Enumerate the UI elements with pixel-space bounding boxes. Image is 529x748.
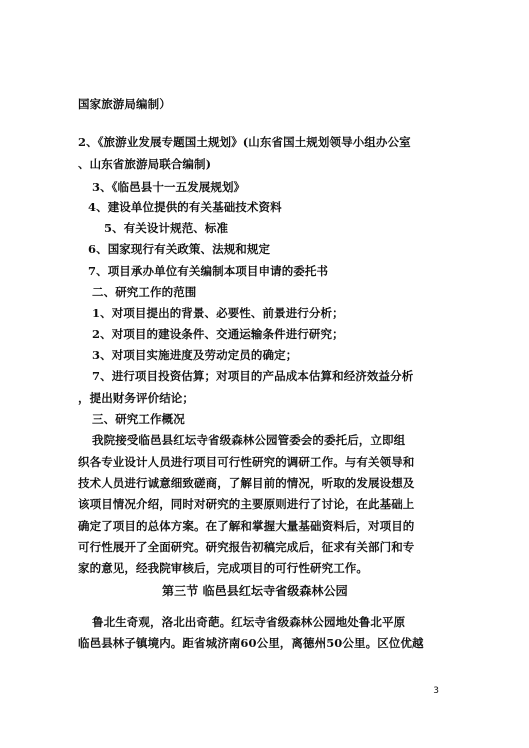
text-line: 1、对项目提出的背景、必要性、前景进行分析； — [92, 306, 344, 320]
paragraph-line: 确定了项目的总体方案。在了解和掌握大量基础资料后，对项目的 — [78, 519, 415, 533]
page-number: 3 — [433, 686, 439, 696]
text-line: 2、《旅游业发展专题国土规划》(山东省国土规划领导小组办公室 — [78, 135, 411, 149]
text-line: 7、项目承办单位有关编制本项目申请的委托书 — [88, 264, 329, 278]
text-line: 4、建设单位提供的有关基础技术资料 — [88, 200, 282, 214]
section-title: 第三节 临邑县红坛寺省级森林公园 — [162, 584, 348, 598]
text-line: 、山东省旅游局联合编制) — [78, 157, 212, 171]
paragraph-line: 可行性展开了全面研究。研究报告初稿完成后，征求有关部门和专 — [78, 540, 415, 554]
text-line: 国家旅游局编制） — [78, 97, 171, 111]
section-heading: 二、研究工作的范围 — [92, 285, 197, 299]
text-line: 7、进行项目投资估算；对项目的产品成本估算和经济效益分析 — [92, 369, 414, 383]
text-line: 6、国家现行有关政策、法规和规定 — [88, 242, 271, 256]
text-line: 3、对项目实施进度及劳动定员的确定； — [92, 348, 298, 362]
text-line: 2、对项目的建设条件、交通运输条件进行研究； — [92, 327, 344, 341]
paragraph-line: 鲁北生奇观，洛北出奇葩。红坛寺省级森林公园地处鲁北平原 — [92, 615, 406, 629]
section-heading: 三、研究工作概况 — [92, 412, 185, 426]
paragraph-line: 家的意见，经我院审核后，完成项目的可行性研究工作。 — [78, 561, 368, 575]
paragraph-line: 我院接受临邑县红坛寺省级森林公园管委会的委托后，立即组 — [92, 433, 406, 447]
paragraph-line: 临邑县林子镇境内。距省城济南60公里，离德州50公里。区位优越 — [78, 636, 424, 650]
paragraph-line: 该项目情况介绍，同时对研究的主要原则进行了讨论，在此基础上 — [78, 497, 415, 511]
text-line: 3、《临邑县十一五发展规划》 — [92, 180, 246, 194]
paragraph-line: 织各专业设计人员进行项目可行性研究的调研工作。与有关领导和 — [78, 455, 415, 469]
text-line: 5、有关设计规范、标准 — [104, 221, 229, 235]
text-line: ，提出财务评价结论； — [78, 391, 194, 405]
paragraph-line: 技术人员进行诚意细致磋商，了解目前的情况，听取的发展设想及 — [78, 476, 415, 490]
